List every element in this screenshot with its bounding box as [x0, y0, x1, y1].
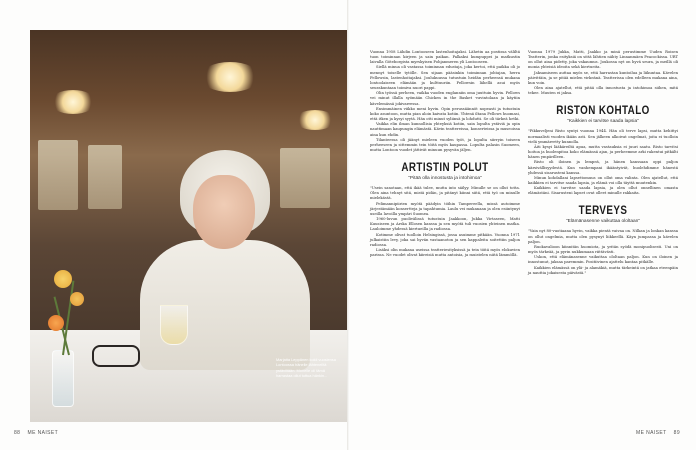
paragraph: Tilanteessa oli jäänyt mieleen vuoden työt, ja lopulta siirryin toiseen perheeseen ja sittemmin tein töitä myös kaupassa. Lopulta palasin Suomeen, mutta Lontoon vuodet jättivät minuun pysyvän jäljen.	[370, 137, 520, 152]
paragraph: Vuonna 1979 Jukka, Matti, Jaakko ja minä perustimme Uuden Roisen Teatterin, jonka esityksiä on sittä lähtien nähty Linnanmäen Peacockissa. URT on ollut aina pidetty, joka vakaumus. Joukossa nyt on hyvä seura, ja meillä oli monia yhteisiä ideoita sekä kiertueita.	[528, 50, 678, 70]
section-heading: TERVEYS	[578, 203, 628, 218]
paragraph: Vaikka elin ilman kunnollisia yhteyksiä kotiin, sain lopulta ystäviä ja opin nauttimaan kaupungin elämästä. Kävin teattereissa, konserteissa ja museoissa aina kun ehdin.	[370, 122, 520, 137]
footer-right	[636, 430, 680, 436]
wine-glass	[160, 305, 188, 345]
vase	[52, 350, 74, 407]
page-gutter	[347, 0, 349, 450]
ceiling-lamp	[50, 90, 96, 114]
paragraph: Minun kohdallani lapsettomuus on ollut oma valinta. Olen ajatellut, että kaikkien ei tarvitse saada lapsia, ja elämä voi olla täyttä muutenkin.	[528, 175, 678, 185]
paragraph: Olen aina ajatellut, että pitää olla innostusta ja intohimoa siihen, mitä tekee. Muuten ei jaksa.	[528, 86, 678, 96]
paragraph: Ruokavalioon kiinnitän huomiota, ja yritän syödä monipuolisesti. Uni on myös tärkeää, ja pyrin nukkumaan riittävästi.	[528, 244, 678, 255]
portrait-photo	[30, 30, 347, 422]
flower	[48, 315, 64, 331]
text-column-1	[370, 50, 520, 258]
paragraph: Olin työssä perheen, vaikka vuoden englanniin oma juuttuin hyvin. Fellows vei minut illalla syömään Chicken in the Basket -ravintolaan ja käytiin kävelemässä jokivarressa.	[370, 91, 520, 106]
section-subheading: "Kaikkien ei tarvitse saada lapsia"	[567, 119, 639, 125]
woman-face	[193, 175, 255, 249]
paragraph: Lisäksi olin mukana useissa teatteriesityksissä ja tein töitä myös elokuvien parissa. Ne vuodet olivat kiireisiä mutta antoisia, ja muistelen niitä lämmöllä.	[370, 248, 520, 258]
page-number: 89	[673, 430, 681, 436]
text-column-2	[528, 50, 678, 276]
paragraph: "Usein sanotaan, että ikää tulee, mutta into säilyy. Minulle se on ollut totta. Olen aina tehnyt sitä, mistä pidän, ja pitänyt kiinni siitä, että työ on minulle mielekästä.	[370, 186, 520, 201]
photo-caption: Marjatta Leppänen kokii vuosiensa Lontoossa hänelle lähteneiltä ystäviltään. Monelle oli tämä harrastaa ollut tuttua hänkin...	[276, 357, 336, 379]
flower	[70, 292, 84, 306]
paragraph: "Vain nyt 80-vuotiaana hyvin, vaikka pientä vaivaa on. Nilkan ja lonkan kanssa on ollut ongelmia, mutta olen pysynyt liikkeellä. Käyn jumpassa ja kävelen paljon.	[528, 229, 678, 244]
paragraph: "Pikkuveljeni Risto syntyi vuonna 1944. Hän oli terve lapsi, mutta kehittyi normaalisti vuoden ikään asti. Sen jälkeen alkoivat ongelmat, joita ei tuolloin vielä ymmärretty kunnolla.	[528, 129, 678, 144]
ceiling-lamp	[200, 62, 260, 92]
paragraph: Siellä minua oli vastassa toiminnan edustaja, joka kertoi, että paikka oli jo mennyt toiselle tytölle. Sen sijaan pääsinkin toiminnan johtajan, herra Fellowsin, lastenhoitajaksi. Joulukuussa tutustuin heidän perheensä mukana lontoolaiseen elämään ja kulttuuriin. Fellowsin lähellä asui myös seurakuntaan toimiva nuori pappi.	[370, 65, 520, 91]
flower	[54, 270, 72, 288]
paragraph: Äiti kysyi lääkäreiltä apua, mutta vastauksia ei juuri saatu. Risto tarvitsi hoitoa ja huolenpitoa koko elämänsä ajan, ja perheemme arki rakentui pitkälti hänen ympärilleen.	[528, 144, 678, 160]
paragraph: Kotimme olivat tuolloin Helsingissä, jossa asuimme pitkään. Vuonna 1971 julkaistiin levy, joka sai hyvän vastaanoton ja sen kappaleita soitettiin paljon radiossa.	[370, 232, 520, 247]
section-subheading: "Pitää olla innostusta ja intohimoa"	[408, 176, 482, 182]
paragraph: Jaksamiseen auttaa myös se, että harrastan kuntoilua ja liikuntaa. Kävelen päivittäin, ja se pitää mielen virkeänä. Teatterissa olen edelleen mukana aina, kun voin.	[528, 70, 678, 85]
window	[88, 145, 122, 209]
eyeglasses-on-table	[92, 345, 140, 367]
magazine-name: ME NAISET	[27, 430, 59, 436]
ceiling-lamp	[295, 110, 335, 130]
paragraph: Uskon, että elämänasenne vaikuttaa ololtaan paljon. Kun on iloinen ja innostunut, jaksaa paremmin. Positiivinen ajattelu kantaa pitkälle.	[528, 255, 678, 265]
footer-left	[14, 430, 58, 436]
paragraph: Risto oli iloinen ja lempeä, ja hänen kanssaan oppi paljon kärsivällisyydestä. Kun vanhempani ikääntyivät, huolehdimme hänestä yhdessä sisarusteni kanssa.	[528, 160, 678, 175]
paragraph: 1960-luvun puolivälissä tutustuin Jaakkoon, Jukka Virtaseen, Matti Kuusiseen ja Arska Ellosen kanssa ja sen myötä tuli vuosien yhteinen matka. Lauloimme yhdessä kiertueilla ja radiossa.	[370, 217, 520, 232]
paragraph: Pelimannipiirien myötä päädyin töihin Tampereella, missä autoimme järjestämään konsertteja ja tapahtumia. Laulu vei mukanaan ja olen esiintynyt useilla lavoilla ympäri Suomea.	[370, 201, 520, 216]
window	[280, 148, 330, 208]
paragraph: Vuonna 1958 Lähdin Lontooseen lastenhoitajaksi. Lähetin aa postissa väliltä tuon toiminnan kirjeen ja sain paikan. Palkaksi kumpuppei ja matkustin laivalla Göteborgista myrskyisen Pohjanmeren yli Lontooseen.	[370, 50, 520, 65]
magazine-name: ME NAISET	[636, 430, 667, 436]
page-number: 88	[14, 430, 21, 436]
section-heading: ARTISTIN POLUT	[401, 160, 489, 175]
paragraph: Kaikkien ei tarvitse saada lapsia, ja olen ollut onnellinen omasta elämästäni. Sisarusteni lapset ovat olleet minulle rakkaita.	[528, 186, 678, 196]
paragraph: Ensimmäinen viikko meni hyvin. Opin perussäännöt nopeasti ja tutustuin koko asuntoon, mutta pian aloin kaivata kotiin. Yhtenä iltana Fellows huomasi, että itken ja kysyi syytä. Hän otti minut syliinsä ja lohdutti. Se oli tärkeä hetki.	[370, 106, 520, 122]
section-subheading: "Elämänasenne vaikuttaa ololtaan"	[565, 219, 641, 225]
window	[38, 140, 78, 210]
section-heading: RISTON KOHTALO	[556, 103, 650, 118]
paragraph: Kaikkien elämässä on ylä- ja alamäkiä, mutta tärkeintä on jatkaa eteenpäin ja nauttia jokaisesta päivästä."	[528, 265, 678, 275]
